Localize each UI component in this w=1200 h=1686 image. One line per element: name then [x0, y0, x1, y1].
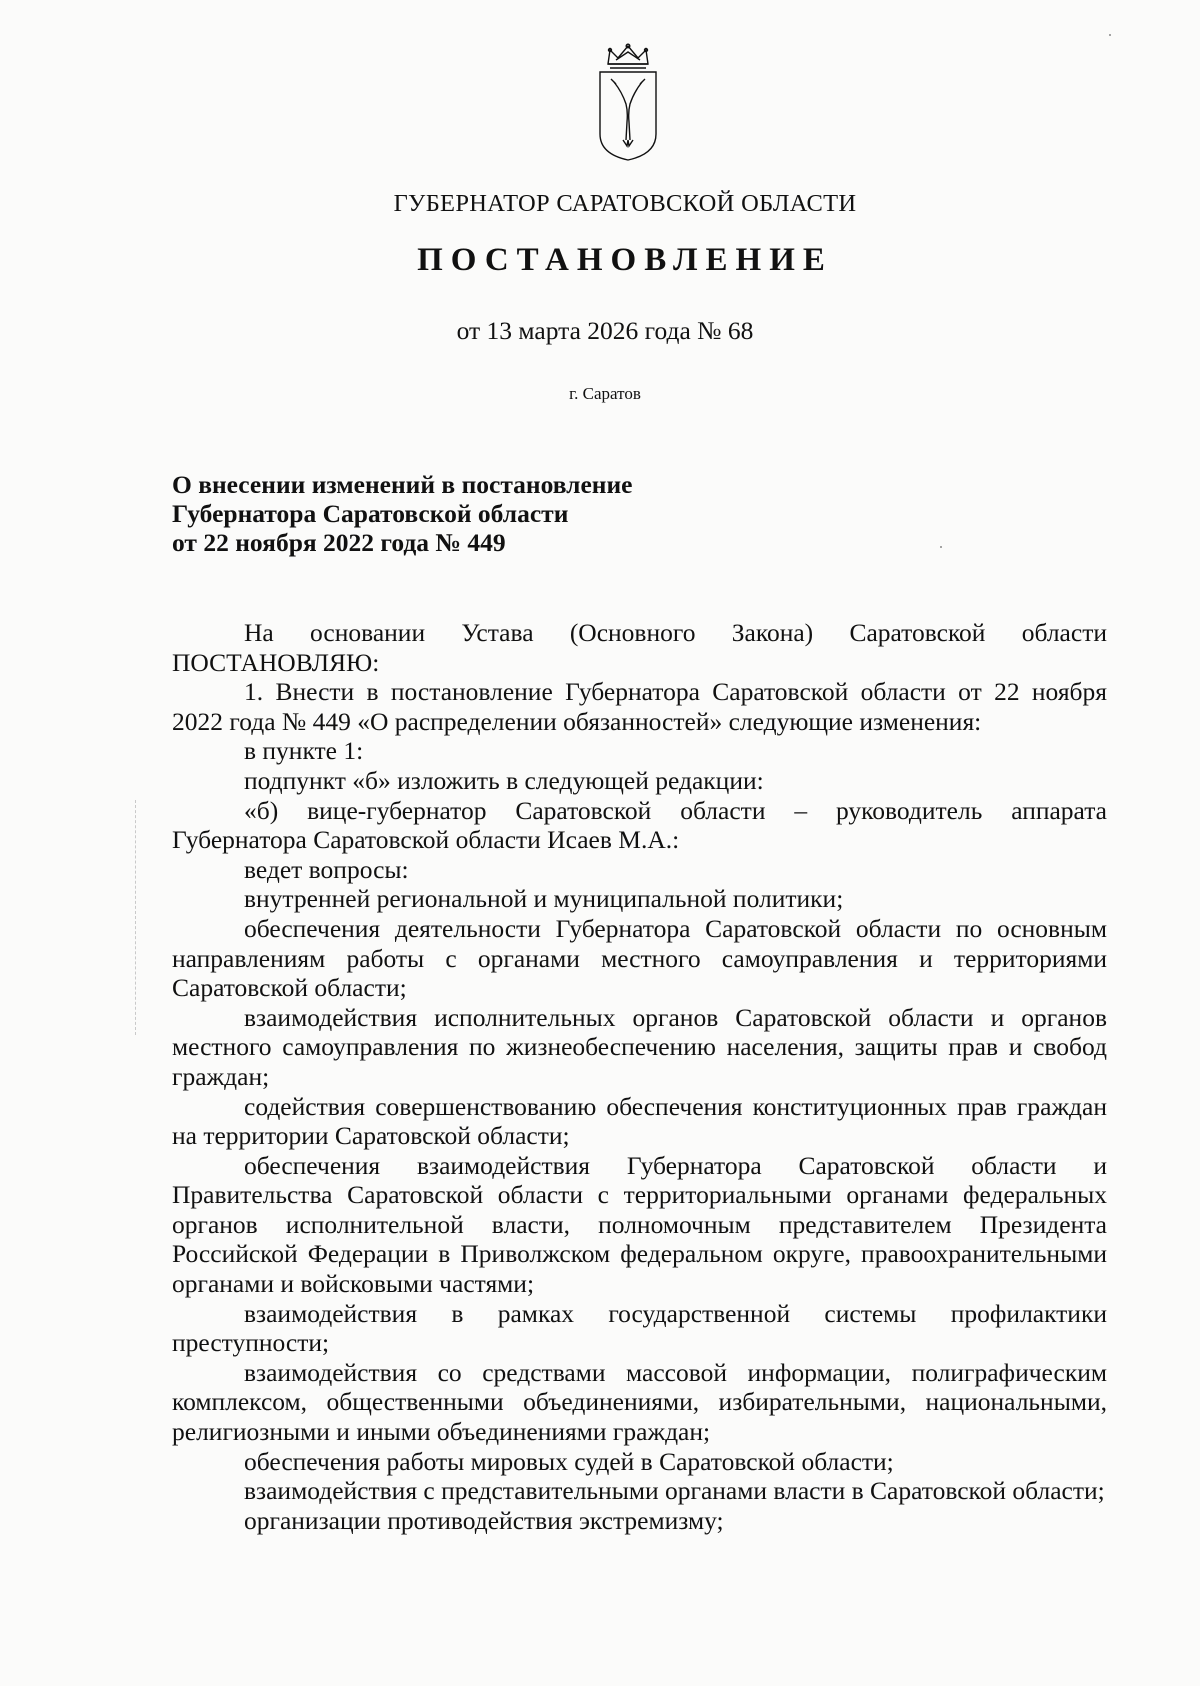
subject-line: Губернатора Саратовской области — [172, 499, 569, 528]
body-paragraph: взаимодействия с представительными органами власти в Саратовской области; — [244, 1476, 1105, 1506]
scan-speck — [1109, 34, 1111, 36]
document-date-number: от 13 марта 2026 года № 68 — [456, 316, 754, 345]
body-paragraph: обеспечения работы мировых судей в Саратовской области; — [244, 1446, 894, 1476]
body-paragraph: взаимодействия исполнительных органов Саратовской области и органов местного самоуправления по жизнеобеспечению населения, защиты прав и свобод граждан; — [172, 1002, 1107, 1091]
body-paragraph: организации противодействия экстремизму; — [244, 1505, 724, 1535]
body-paragraph: взаимодействия со средствами массовой информации, полиграфическим комплексом, общественными объединениями, избирательными, национальными, религиозными и иными объединениями граждан; — [172, 1357, 1107, 1447]
document-subject — [172, 470, 633, 557]
body-paragraph: «б) вице-губернатор Саратовской области – руководитель аппарата Губернатора Саратовской области Исаев М.А.: — [172, 795, 1107, 855]
body-paragraph: ведет вопросы: — [244, 854, 409, 884]
coat-of-arms-emblem — [594, 42, 662, 164]
scan-speck — [940, 546, 942, 548]
body-paragraph: взаимодействия в рамках государственной системы профилактики преступности; — [172, 1298, 1107, 1358]
document-type-title: ПОСТАНОВЛЕНИЕ — [417, 242, 833, 278]
document-city: г. Саратов — [569, 384, 641, 403]
body-paragraph: 1. Внести в постановление Губернатора Саратовской области от 22 ноября 2022 года № 449 «О распределении обязанностей» следующие изменения: — [172, 677, 1107, 736]
subject-line: от 22 ноября 2022 года № 449 — [172, 528, 506, 557]
body-paragraph: содействия совершенствованию обеспечения конституционных прав граждан на территории Саратовской области; — [172, 1091, 1107, 1151]
body-paragraph: На основании Устава (Основного Закона) Саратовской области ПОСТАНОВЛЯЮ: — [172, 618, 1107, 677]
issuing-authority: ГУБЕРНАТОР САРАТОВСКОЙ ОБЛАСТИ — [393, 190, 857, 217]
body-paragraph: в пункте 1: — [244, 736, 364, 766]
body-paragraph: обеспечения взаимодействия Губернатора Саратовской области и Правительства Саратовской области с территориальными органами федеральных органов исполнительной власти, полномочным представителем Президента Российской Федерации в Приволжском федеральном округе, правоохранительными органами и войсковыми частями; — [172, 1150, 1107, 1299]
body-paragraph: подпункт «б» изложить в следующей редакции: — [244, 765, 764, 795]
subject-line: О внесении изменений в постановление — [172, 470, 633, 499]
body-paragraph: обеспечения деятельности Губернатора Саратовской области по основным направлениям работы с органами местного самоуправления и территориями Саратовской области; — [172, 913, 1107, 1003]
scan-margin-artifact — [135, 800, 136, 1035]
document-body — [172, 618, 1107, 1535]
body-paragraph: внутренней региональной и муниципальной политики; — [244, 884, 844, 914]
